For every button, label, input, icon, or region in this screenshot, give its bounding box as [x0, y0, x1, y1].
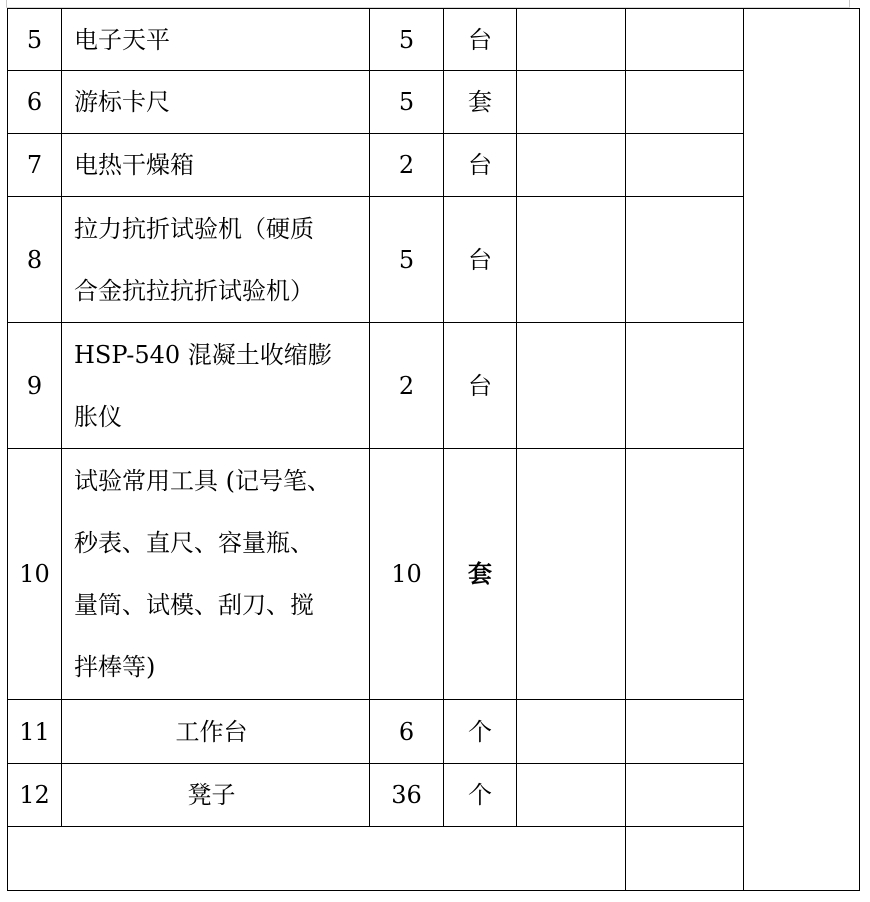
empty-cell	[626, 134, 744, 197]
item-name	[62, 700, 370, 764]
item-name-line: HSP-540 混凝土收缩膨	[74, 340, 332, 369]
item-quantity: 10	[370, 449, 444, 700]
item-name-line: 工作台	[175, 717, 248, 746]
item-name-line: 秒表、直尺、容量瓶、	[74, 529, 314, 557]
item-unit: 套	[444, 449, 517, 700]
item-quantity: 6	[370, 700, 444, 764]
remarks-cell	[744, 9, 860, 891]
table-row	[8, 700, 860, 764]
item-name-line: 试验常用工具 (记号笔、	[74, 467, 331, 495]
item-name-line: 胀仪	[74, 402, 122, 431]
item-name	[62, 71, 370, 134]
item-quantity: 2	[370, 323, 444, 449]
row-number: 11	[8, 700, 62, 764]
empty-cell	[626, 197, 744, 323]
item-unit: 台	[444, 197, 517, 323]
item-quantity: 5	[370, 9, 444, 71]
empty-cell	[626, 323, 744, 449]
item-name-line: 凳子	[187, 781, 236, 809]
row-number: 9	[8, 323, 62, 449]
item-name	[62, 9, 370, 71]
item-unit: 台	[444, 134, 517, 197]
item-name	[62, 134, 370, 197]
empty-cell	[517, 764, 626, 827]
item-unit: 个	[444, 700, 517, 764]
empty-cell	[626, 764, 744, 827]
item-name-line: 游标卡尺	[74, 88, 170, 116]
table-row	[8, 197, 860, 323]
empty-cell	[8, 827, 626, 891]
item-unit: 台	[444, 9, 517, 71]
row-number: 6	[8, 71, 62, 134]
item-quantity: 5	[370, 71, 444, 134]
table-row	[8, 9, 860, 71]
table-row	[8, 134, 860, 197]
empty-cell	[517, 71, 626, 134]
empty-cell	[517, 323, 626, 449]
item-quantity: 2	[370, 134, 444, 197]
item-name	[62, 323, 370, 449]
item-name-line: 电热干燥箱	[74, 151, 194, 179]
item-quantity: 5	[370, 197, 444, 323]
empty-cell	[626, 700, 744, 764]
item-name-line: 量筒、试模、刮刀、搅	[74, 591, 314, 619]
table-row	[8, 71, 860, 134]
empty-cell	[626, 71, 744, 134]
equipment-table	[7, 8, 860, 891]
item-name-line: 电子天平	[74, 25, 170, 54]
empty-cell	[626, 827, 744, 891]
item-name	[62, 197, 370, 323]
item-unit: 台	[444, 323, 517, 449]
empty-cell	[626, 9, 744, 71]
row-number: 5	[8, 9, 62, 71]
empty-cell	[517, 134, 626, 197]
item-name	[62, 764, 370, 827]
empty-cell	[517, 700, 626, 764]
row-number: 8	[8, 197, 62, 323]
item-quantity: 36	[370, 764, 444, 827]
table-row	[8, 764, 860, 827]
item-name-line: 拉力抗折试验机（硬质	[74, 214, 314, 243]
empty-cell	[517, 449, 626, 700]
item-name-line: 拌棒等)	[74, 653, 156, 681]
table-row	[8, 323, 860, 449]
item-name	[62, 449, 370, 700]
item-name-line: 合金抗拉抗折试验机）	[74, 276, 314, 305]
row-number: 7	[8, 134, 62, 197]
item-unit: 个	[444, 764, 517, 827]
empty-cell	[517, 197, 626, 323]
row-number: 10	[8, 449, 62, 700]
table-row	[8, 449, 860, 700]
empty-cell	[517, 9, 626, 71]
item-unit: 套	[444, 71, 517, 134]
row-number: 12	[8, 764, 62, 827]
empty-cell	[626, 449, 744, 700]
table-row	[8, 827, 860, 891]
